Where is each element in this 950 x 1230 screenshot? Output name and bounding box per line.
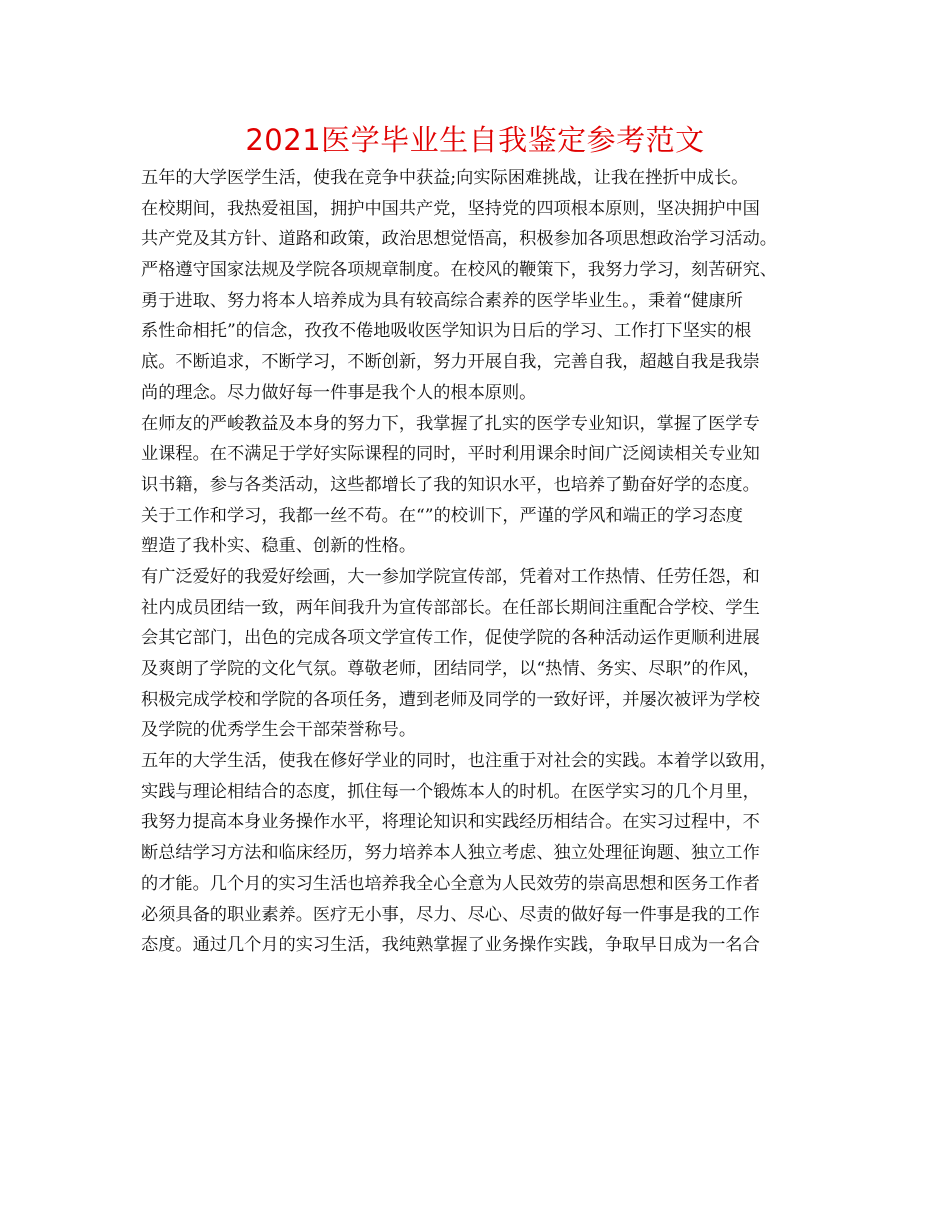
text-line: 必须具备的职业素养。医疗无小事，尽力、尽心、尽责的做好每一件事是我的工作 — [141, 904, 760, 925]
text-line: 勇于进取、努力将本人培养成为具有较高综合素养的医学毕业生。，秉着“健康所 — [141, 290, 743, 311]
text-line: 尚的理念。尽力做好每一件事是我个人的根本原则。 — [141, 382, 537, 403]
text-line: 断总结学习方法和临床经历，努力培养本人独立考虑、独立处理征询题、独立工作 — [141, 843, 760, 864]
text-line: 有广泛爱好的我爱好绘画，大一参加学院宣传部，凭着对工作热情、任劳任怨，和 — [141, 566, 760, 587]
text-line: 及爽朗了学院的文化气氛。尊敬老师，团结同学，以“热情、务实、尽职”的作风， — [141, 659, 761, 679]
text-line: 关于工作和学习，我都一丝不苟。在“”的校训下，严谨的学风和端正的学习态度 — [141, 505, 743, 526]
text-line: 塑造了我朴实、稳重、创新的性格。 — [141, 536, 417, 557]
text-line: 实践与理论相结合的态度，抓住每一个锻炼本人的时机。在医学实习的几个月里， — [141, 781, 760, 802]
text-line: 共产党及其方针、道路和政策，政治思想觉悟高，积极参加各项思想政治学习活动。 — [141, 229, 777, 250]
text-line: 五年的大学医学生活，使我在竞争中获益;向实际困难挑战，让我在挫折中成长。 — [141, 168, 749, 188]
text-line: 在校期间，我热爱祖国，拥护中国共产党，坚持党的四项根本原则，坚决拥护中国 — [141, 198, 760, 219]
document-title: 2021医学毕业生自我鉴定参考范文 — [245, 123, 705, 157]
text-line: 五年的大学生活，使我在修好学业的同时，也注重于对社会的实践。本着学以致用， — [141, 751, 777, 772]
text-line: 会其它部门，出色的完成各项文学宣传工作，促使学院的各种活动运作更顺利进展 — [141, 628, 760, 649]
text-line: 我努力提高本身业务操作水平，将理论知识和实践经历相结合。在实习过程中，不 — [141, 812, 760, 833]
document-body — [141, 163, 831, 961]
text-line: 的才能。几个月的实习生活也培养我全心全意为人民效劳的崇高思想和医务工作者 — [141, 873, 760, 894]
text-line: 识书籍，参与各类活动，这些都增长了我的知识水平，也培养了勤奋好学的态度。 — [141, 474, 760, 495]
text-line: 社内成员团结一致，两年间我升为宣传部部长。在任部长期间注重配合学校、学生 — [141, 597, 760, 618]
text-line: 态度。通过几个月的实习生活，我纯熟掌握了业务操作实践，争取早日成为一名合 — [141, 935, 760, 956]
text-line: 底。不断追求，不断学习，不断创新，努力开展自我，完善自我，超越自我是我崇 — [141, 352, 760, 373]
text-line: 系性命相托”的信念，孜孜不倦地吸收医学知识为日后的学习、工作打下坚实的根 — [141, 321, 752, 342]
text-line: 及学院的优秀学生会干部荣誉称号。 — [141, 720, 417, 741]
text-line: 在师友的严峻教益及本身的努力下，我掌握了扎实的医学专业知识，掌握了医学专 — [141, 413, 760, 434]
text-line: 业课程。在不满足于学好实际课程的同时，平时利用课余时间广泛阅读相关专业知 — [141, 444, 760, 465]
text-line: 积极完成学校和学院的各项任务，遭到老师及同学的一致好评，并屡次被评为学校 — [141, 689, 760, 710]
text-line: 严格遵守国家法规及学院各项规章制度。在校风的鞭策下，我努力学习，刻苦研究、 — [141, 260, 777, 281]
